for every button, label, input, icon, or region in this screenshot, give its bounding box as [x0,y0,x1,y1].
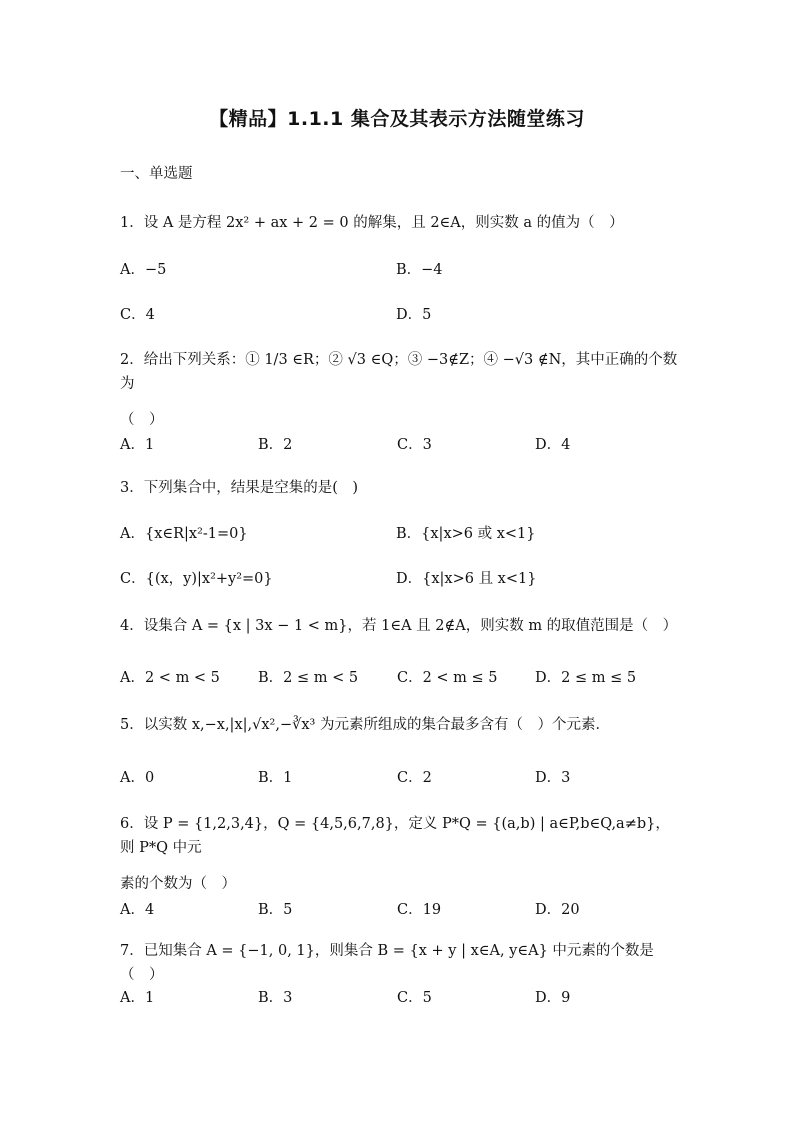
option-d[interactable]: D．9 [535,990,571,1006]
option-a[interactable]: A．4 [120,902,155,918]
option-a[interactable]: A．1 [120,990,155,1006]
question-4: 4．设集合 A = {x | 3x − 1 < m}，若 1∈A 且 2∉A，则实数 m 的取值范围是（ ） [120,618,678,634]
option-b[interactable]: B．{x|x>6 或 x<1} [396,526,536,542]
option-d[interactable]: D．20 [535,902,580,918]
option-a[interactable]: A．−5 [120,262,167,278]
question-2 [120,348,680,432]
question-6-line1: 6．设 P = {1,2,3,4}，Q = {4,5,6,7,8}，定义 P*Q = {(a,b) | a∈P,b∈Q,a≠b}，则 P*Q 中元 [120,816,670,856]
option-b[interactable]: B．3 [258,990,293,1006]
option-d[interactable]: D．3 [535,770,571,786]
question-2-line1: 2．给出下列关系：① 1/3 ∈R；② √3 ∈Q；③ −3∉Z；④ −√3 ∉N，其中正确的个数为 [120,352,678,392]
question-3: 3．下列集合中，结果是空集的是( ) [120,480,359,496]
option-b[interactable]: B．1 [258,770,293,786]
question-1: 1．设 A 是方程 2x² + ax + 2 = 0 的解集，且 2∈A，则实数 a 的值为（ ） [120,215,624,231]
question-6 [120,812,680,896]
option-a[interactable]: A．{x∈R|x²-1=0} [120,526,248,542]
question-2-line2: （ ） [120,412,164,428]
option-a[interactable]: A．0 [120,770,155,786]
question-6-line2: 素的个数为（ ） [120,876,236,892]
option-d[interactable]: D．{x|x>6 且 x<1} [396,571,537,587]
option-a[interactable]: A．1 [120,437,155,453]
option-a[interactable]: A．2 < m < 5 [120,670,220,686]
option-c[interactable]: C．5 [397,990,432,1006]
option-b[interactable]: B．5 [258,902,293,918]
question-7: 7．已知集合 A = {−1, 0, 1}，则集合 B = {x + y | x∈A, y∈A} 中元素的个数是（ ） [120,943,654,983]
question-5: 5．以实数 x,−x,|x|,√x²,−∛x³ 为元素所组成的集合最多含有（ ）个元素． [120,717,610,733]
page-title: 【精品】1.1.1 集合及其表示方法随堂练习 [209,108,585,130]
option-d[interactable]: D．5 [396,307,432,323]
option-b[interactable]: B．2 [258,437,293,453]
option-c[interactable]: C．2 [397,770,432,786]
option-d[interactable]: D．2 ≤ m ≤ 5 [535,670,637,686]
option-c[interactable]: C．2 < m ≤ 5 [397,670,498,686]
option-c[interactable]: C．{(x，y)|x²+y²=0} [120,571,273,587]
section-heading: 一、单选题 [120,166,193,182]
option-b[interactable]: B．−4 [396,262,443,278]
option-d[interactable]: D．4 [535,437,571,453]
option-c[interactable]: C．3 [397,437,432,453]
option-b[interactable]: B．2 ≤ m < 5 [258,670,359,686]
option-c[interactable]: C．4 [120,307,155,323]
option-c[interactable]: C．19 [397,902,442,918]
